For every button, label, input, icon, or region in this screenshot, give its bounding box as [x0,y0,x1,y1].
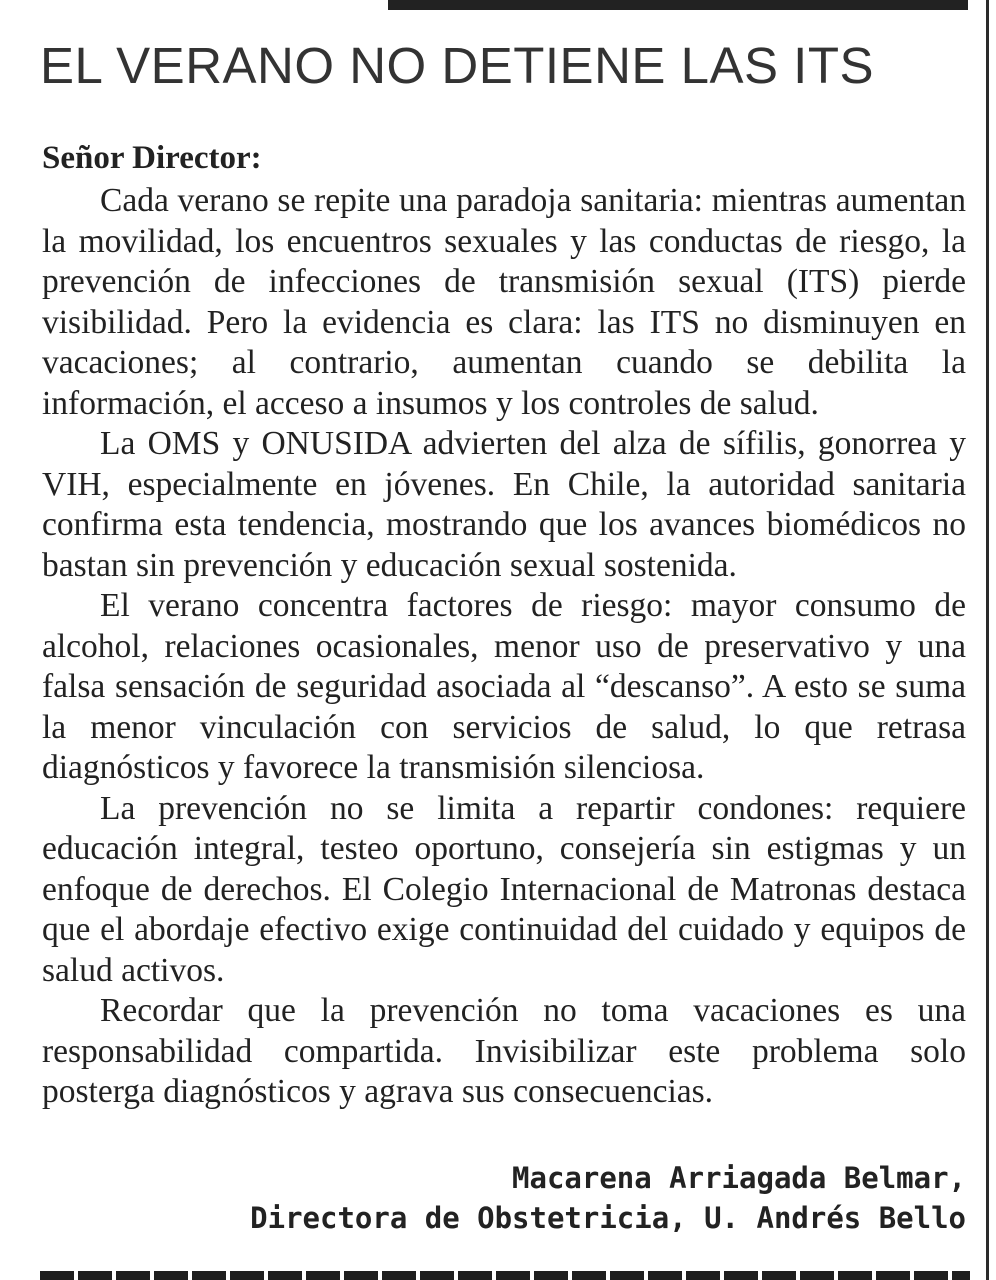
next-article-cut-heading [0,1262,996,1280]
column-rule [980,0,996,1280]
paragraph-1: Cada verano se repite una paradoja sanitaria: mientras aumentan la movilidad, los encuentros sexuales y las conductas de riesgo, la prevención de infecciones de transmisión sexual (ITS) pierde visibilidad. Pero la evidencia es clara: las ITS no disminuyen en vacaciones; al contrario, aumentan cuando se debilita la información, el acceso a insumos y los controles de salud. [42,182,966,422]
paragraph-5: Recordar que la prevención no toma vacaciones es una responsabilidad compartida. Invisibilizar este problema solo posterga diagnósticos y agrava sus consecuencias. [42,992,966,1110]
signature-block [250,1158,966,1238]
previous-article-cut-heading [0,0,996,18]
paragraph-4: La prevención no se limita a repartir condones: requiere educación integral, testeo oportuno, consejería sin estigmas y un enfoque de derechos. El Colegio Internacional de Matronas destaca que el abordaje efectivo exige continuidad del cuidado y equipos de salud activos. [42,789,966,989]
salutation: Señor Director: [42,140,262,176]
paragraph-3: El verano concentra factores de riesgo: mayor consumo de alcohol, relaciones ocasionales, menor uso de preservativo y una falsa sensación de seguridad asociada al “descanso”. A esto se suma la menor vinculación con servicios de salud, lo que retrasa diagnósticos y favorece la transmisión silenciosa. [42,587,966,786]
letter-body [42,181,966,1113]
author-position: Directora de Obstetricia, U. Andrés Bello [250,1201,966,1235]
paragraph-2: La OMS y ONUSIDA advierten del alza de sífilis, gonorrea y VIH, especialmente en jóvenes. En Chile, la autoridad sanitaria confirma esta tendencia, mostrando que los avances biomédicos no bastan sin prevención y educación sexual sostenida. [42,425,966,584]
cut-heading-fragment [388,0,968,10]
author-name: Macarena Arriagada Belmar, [512,1161,966,1195]
cut-heading-fragment-bottom [40,1271,970,1280]
letter-title: EL VERANO NO DETIENE LAS ITS [40,37,874,94]
